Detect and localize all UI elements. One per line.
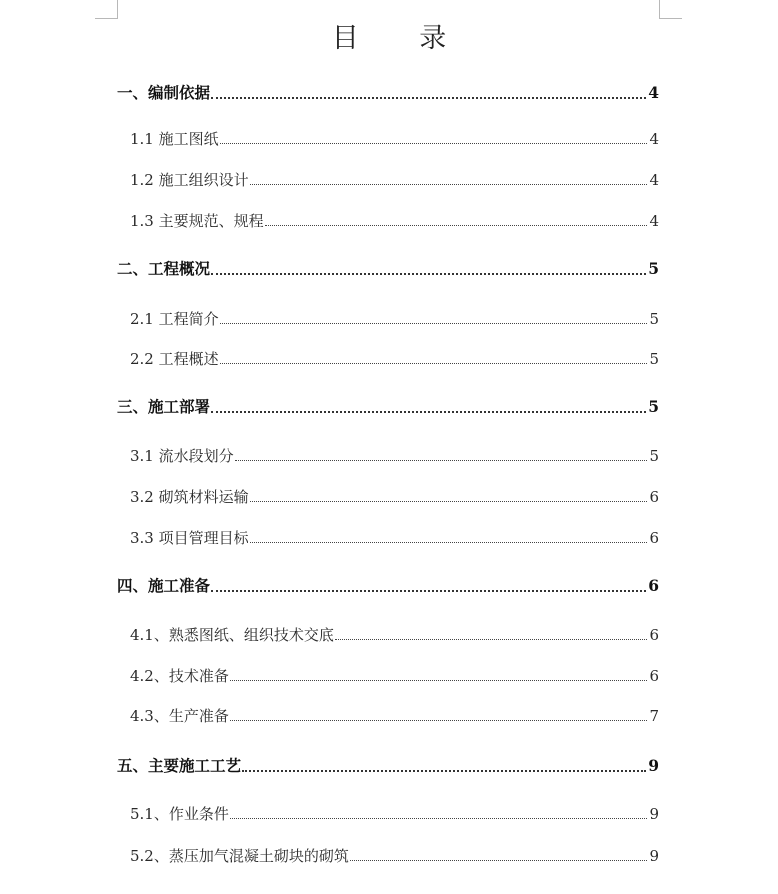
toc-page-number: 9	[649, 847, 659, 865]
toc-subentry[interactable]	[117, 665, 659, 687]
toc-dot-leader	[250, 183, 648, 185]
toc-entry-text: 2.2 工程概述	[130, 350, 219, 368]
toc-page-number: 9	[649, 805, 659, 823]
toc-dot-leader	[211, 410, 646, 413]
toc-page-number: 7	[649, 707, 659, 725]
toc-entry-text: 5.1、作业条件	[130, 805, 229, 823]
toc-page-number: 6	[648, 576, 659, 595]
toc-subentry[interactable]	[117, 705, 659, 727]
toc-subentry[interactable]	[117, 348, 659, 370]
toc-dot-leader	[230, 719, 648, 721]
toc-dot-leader	[242, 769, 646, 772]
toc-page-number: 4	[649, 130, 659, 148]
toc-entry-text: 3.3 项目管理目标	[130, 529, 249, 547]
toc-dot-leader	[235, 459, 648, 461]
toc-heading-entry[interactable]	[117, 258, 659, 280]
toc-dot-leader	[211, 96, 646, 99]
toc-entry-text: 1.2 施工组织设计	[130, 171, 249, 189]
toc-entry-text: 三、施工部署	[117, 397, 211, 416]
toc-page-number: 9	[648, 756, 659, 775]
toc-heading-entry[interactable]	[117, 82, 659, 104]
toc-page-number: 5	[649, 447, 659, 465]
toc-entry-text: 3.1 流水段划分	[130, 447, 234, 465]
toc-subentry[interactable]	[117, 486, 659, 508]
toc-title: 目 录	[331, 23, 473, 54]
toc-entry-text: 4.2、技术准备	[130, 667, 229, 685]
toc-page-number: 4	[649, 171, 659, 189]
toc-entry-text: 五、主要施工工艺	[117, 756, 242, 775]
toc-page-number: 4	[648, 83, 659, 102]
toc-dot-leader	[265, 224, 648, 226]
toc-heading-entry[interactable]	[117, 755, 659, 777]
toc-page-number: 4	[649, 212, 659, 230]
toc-dot-leader	[220, 322, 648, 324]
toc-page-number: 5	[649, 350, 659, 368]
toc-page-number: 6	[649, 488, 659, 506]
toc-dot-leader	[250, 541, 648, 543]
toc-subentry[interactable]	[117, 308, 659, 330]
toc-page-number: 5	[648, 259, 659, 278]
toc-dot-leader	[211, 589, 646, 592]
toc-entry-text: 5.2、蒸压加气混凝土砌块的砌筑	[130, 847, 349, 865]
toc-entry-text: 2.1 工程简介	[130, 310, 219, 328]
toc-page-number: 5	[648, 397, 659, 416]
toc-entry-text: 1.1 施工图纸	[130, 130, 219, 148]
toc-page-number: 6	[649, 626, 659, 644]
toc-dot-leader	[220, 142, 648, 144]
toc-entry-text: 四、施工准备	[117, 576, 211, 595]
toc-subentry[interactable]	[117, 169, 659, 191]
toc-subentry[interactable]	[117, 624, 659, 646]
toc-entry-text: 二、工程概况	[117, 259, 211, 278]
toc-entry-text: 4.3、生产准备	[130, 707, 229, 725]
toc-dot-leader	[230, 817, 648, 819]
toc-dot-leader	[220, 362, 648, 364]
toc-entry-text: 1.3 主要规范、规程	[130, 212, 264, 230]
toc-entry-text: 4.1、熟悉图纸、组织技术交底	[130, 626, 334, 644]
toc-subentry[interactable]	[117, 803, 659, 825]
toc-dot-leader	[350, 859, 648, 861]
toc-subentry[interactable]	[117, 445, 659, 467]
toc-subentry[interactable]	[117, 527, 659, 549]
toc-subentry[interactable]	[117, 845, 659, 867]
toc-page-number: 6	[649, 667, 659, 685]
toc-subentry[interactable]	[117, 210, 659, 232]
toc-dot-leader	[335, 638, 648, 640]
toc-subentry[interactable]	[117, 128, 659, 150]
toc-entry-text: 3.2 砌筑材料运输	[130, 488, 249, 506]
toc-page-number: 5	[649, 310, 659, 328]
toc-heading-entry[interactable]	[117, 575, 659, 597]
toc-dot-leader	[211, 272, 646, 275]
toc-heading-entry[interactable]	[117, 396, 659, 418]
toc-dot-leader	[250, 500, 648, 502]
toc-entry-text: 一、编制依据	[117, 83, 211, 102]
toc-dot-leader	[230, 679, 648, 681]
toc-page-number: 6	[649, 529, 659, 547]
